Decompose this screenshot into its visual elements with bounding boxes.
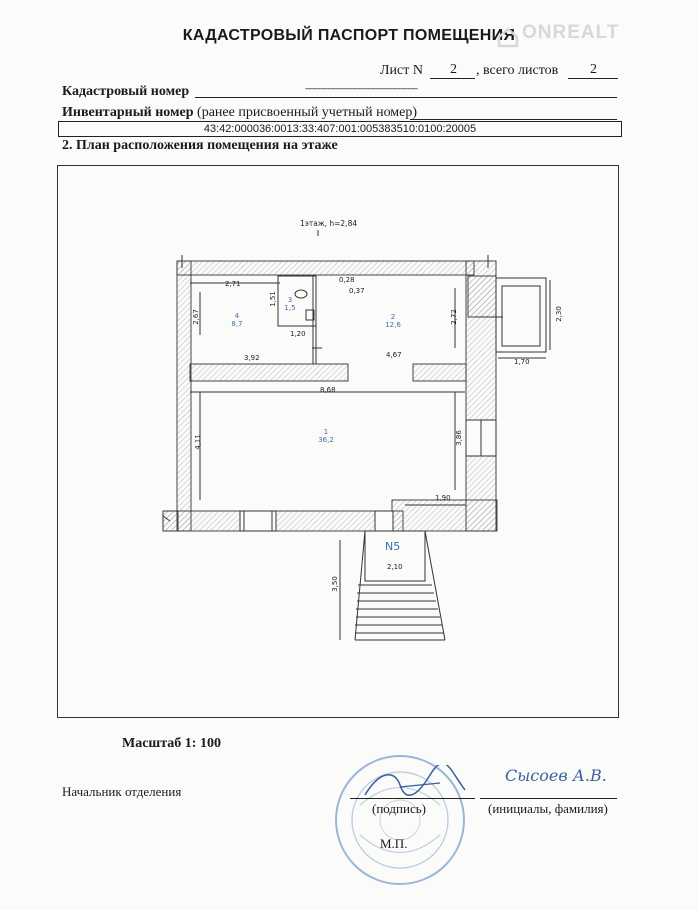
dim-151: 1,51	[268, 291, 277, 307]
dim-267: 2,67	[191, 309, 200, 325]
dim-120: 1,20	[290, 330, 306, 338]
room-1	[314, 428, 338, 444]
dim-028: 0,28	[339, 276, 355, 284]
sheet-number: 2	[450, 62, 457, 77]
sheet-label: Лист N	[380, 63, 423, 78]
scale-label: Масштаб 1: 100	[122, 736, 221, 751]
wall-interior-right	[413, 364, 466, 381]
inventory-note: (ранее присвоенный учетный номер)	[197, 105, 418, 120]
page-title: КАДАСТРОВЫЙ ПАСПОРТ ПОМЕЩЕНИЯ	[182, 27, 516, 44]
watermark: ONREALT	[522, 22, 620, 43]
room-3	[280, 296, 300, 312]
dim-392: 3,92	[244, 354, 260, 362]
inventory-label: Инвентарный номер	[62, 105, 194, 120]
room-4-area: 8,7	[231, 320, 243, 328]
position-label: Начальник отделения	[62, 784, 182, 799]
dim-271: 2,71	[225, 280, 241, 288]
dim-411: 4,11	[193, 434, 202, 450]
wall-south-west	[163, 511, 403, 531]
initials-label: (инициалы, фамилия)	[488, 801, 608, 816]
signature-name: Сысоев А.В.	[505, 766, 607, 785]
wall-interior-left	[190, 364, 348, 381]
dim-037: 0,37	[349, 287, 365, 295]
room-2-area: 12,6	[385, 321, 401, 329]
dim-386: 3,86	[454, 430, 463, 446]
cadastral-value: ---------------------------------------------	[305, 83, 418, 93]
room-3-number: 3	[287, 296, 293, 304]
sheet-total-label: , всего листов	[476, 63, 559, 78]
signature-drawing	[360, 765, 470, 805]
room-4-number: 4	[234, 312, 240, 320]
porch-east	[496, 278, 546, 352]
wall-west	[177, 261, 191, 531]
dim-467: 4,67	[386, 351, 402, 359]
room-2	[381, 313, 405, 329]
sheet-total: 2	[590, 62, 597, 77]
dim-868: 8,68	[320, 386, 336, 394]
entrance-landing	[365, 531, 425, 581]
room-1-area: 36,2	[318, 436, 334, 444]
room-1-number: 1	[323, 428, 329, 436]
room-4	[225, 312, 249, 328]
wall-corner-sw	[163, 511, 178, 531]
wall-east-upper	[468, 276, 496, 317]
dim-272: 2,72	[449, 309, 458, 325]
dim-230: 2,30	[554, 306, 563, 322]
wall-north	[177, 261, 474, 275]
room-2-number: 2	[390, 313, 396, 321]
section-title: 2. План расположения помещения на этаже	[62, 138, 338, 153]
dim-210: 2,10	[387, 563, 403, 571]
stamp-label: М.П.	[380, 836, 408, 851]
room-3-area: 1,5	[284, 304, 296, 312]
dim-170: 1,70	[514, 358, 530, 366]
signature-label: (подпись)	[372, 801, 426, 816]
entrance-label: N5	[385, 540, 401, 553]
floor-label: 1этаж, h=2,84	[300, 219, 358, 228]
dim-190: 1,90	[435, 494, 451, 502]
dim-350: 3,50	[330, 576, 339, 592]
cadastral-label: Кадастровый номер	[62, 84, 190, 99]
inventory-value: 43:42:000036:0013:33:407:001:005383510:0100:20005	[58, 121, 622, 137]
